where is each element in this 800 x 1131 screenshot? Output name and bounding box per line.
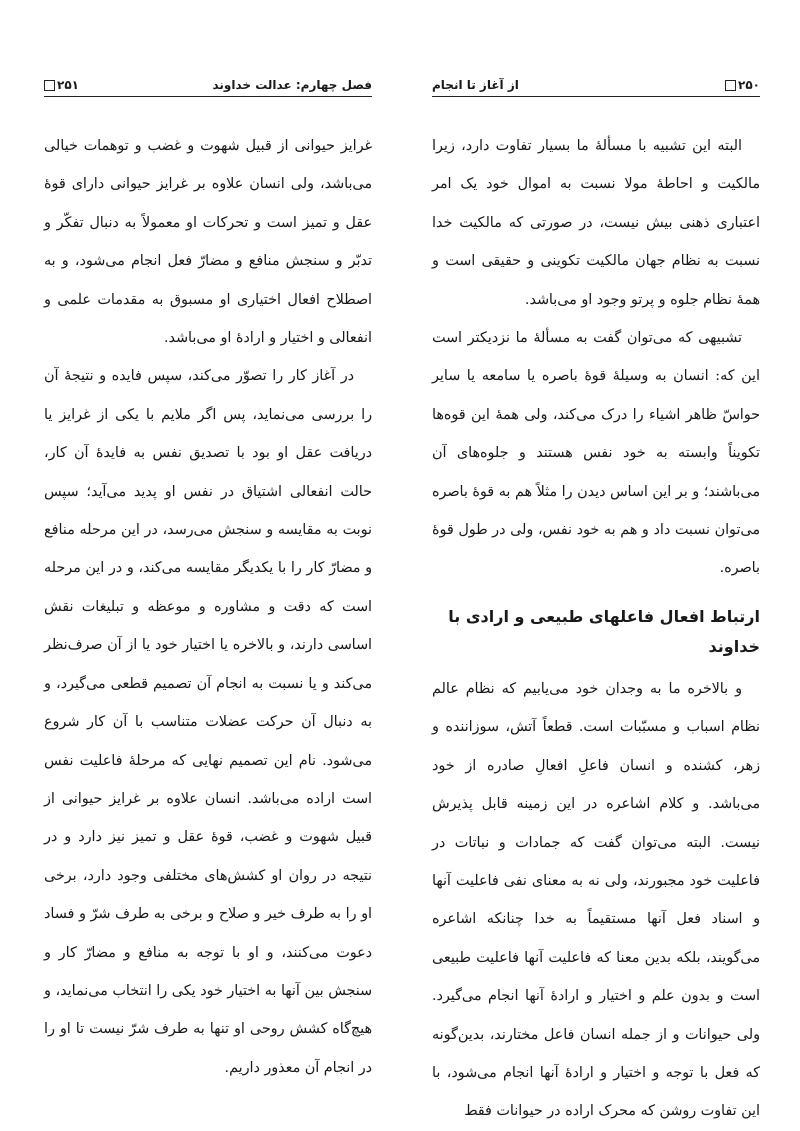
left-page-number-text: ۲۵۱ (57, 78, 79, 92)
right-book-title: از آغاز تا انجام (432, 78, 519, 92)
left-body-text (44, 127, 372, 1087)
right-body-text (432, 127, 760, 1131)
right-paragraph: البته این تشبیه با مسألهٔ ما بسیار تفاوت دارد، زیرا مالکیت و احاطهٔ مولا نسبت به اموال خود یک امر اعتباری ذهنی بیش نیست، در صورتی که مالکیت خدا نسبت به نظام جهان مالکیت تکوینی و حقیقی است و همهٔ نظام جلوه و پرتو وجود او می‌باشد. (432, 138, 760, 308)
left-paragraph: در آغاز کار را تصوّر می‌کند، سپس فایده و نتیجهٔ آن را بررسی می‌نماید، پس اگر ملایم با یکی از غرایز یا دریافت عقل او بود با تصدیق نفس به فایدهٔ آن کار، حالت انفعالی اشتیاق در نفس او پدید می‌آید؛ سپس نوبت به مقایسه و سنجش می‌رسد، در این مرحله منافع و مضارّ کار را با یکدیگر مقایسه می‌کند، و در این مرحله است که دقت و مشاوره و موعظه و تبلیغات نقش اساسی دارند، و بالاخره یا اختیار خود یا از آن صرف‌نظر می‌کند و یا نسبت به انجام آن تصمیم قطعی می‌گیرد، و به دنبال آن حرکت عضلات متناسب با آن کار شروع می‌شود. نام این تصمیم نهایی که مرحلهٔ فاعلیت نفس است اراده می‌باشد. انسان علاوه بر غرایز حیوانی از قبیل شهوت و غضب، قوهٔ عقل و تمیز نیز دارد و در نتیجه در روان او کشش‌های مختلفی وجود دارد، برخی او را به طرف خیر و صلاح و برخی به طرف شرّ و فساد دعوت می‌کنند، و او با توجه به منافع و مضارّ کار و سنجش بین آنها به اختیار خود یکی را انتخاب می‌نماید، و هیچ‌گاه کشش روحی او تنها به طرف شرّ نیست تا او را در انجام آن معذور داریم. (44, 368, 372, 1076)
right-page (432, 78, 760, 1131)
page-marker-box-icon (44, 80, 55, 91)
right-page-number-text: ۲۵۰ (738, 78, 760, 92)
left-page (44, 78, 372, 1087)
page-marker-box-icon (725, 80, 736, 91)
left-page-number (44, 78, 79, 92)
right-paragraph: و بالاخره ما به وجدان خود می‌یابیم که نظام عالم نظام اسباب و مسبّبات است. قطعاً آتش، سوزاننده و زهر، کشنده و انسان فاعلِ افعالِ صادره از خود می‌باشد. و کلام اشاعره در این زمینه قابل پذیرش نیست. البته می‌توان گفت که جمادات و نباتات در فاعلیت خود مجبورند، ولی نه به معنای نفی فاعلیت آنها و اسناد فعل آنها مستقیماً به خدا چنانکه اشاعره می‌گویند، بلکه بدین معنا که فاعلیت آنها فاعلیت طبیعی است و بدون علم و اختیار و ارادهٔ آنها انجام می‌گیرد. ولی حیوانات و از جمله انسان فاعل مختارند، بدین‌گونه که فعل با توجه و اختیار و ارادهٔ آنها انجام می‌شود، با این تفاوت روشن که محرک اراده در حیوانات فقط (432, 680, 760, 1120)
section-heading: ارتباط افعال فاعلهای طبیعی و ارادی با خداوند (448, 606, 760, 656)
left-chapter-title: فصل چهارم: عدالت خداوند (212, 78, 372, 92)
left-paragraph: غرایز حیوانی از قبیل شهوت و غضب و توهمات خیالی می‌باشد، ولی انسان علاوه بر غرایز حیوانی دارای قوهٔ عقل و تمیز است و تحرکات او معمولاً به دنبال تفکّر و تدبّر و سنجش منافع و مضارّ فعل انجام می‌شود، و به اصطلاح افعال اختیاری او مسبوق به مقدمات علمی و انفعالی و اختیار و ارادهٔ او می‌باشد. (44, 138, 372, 347)
right-running-head (432, 78, 760, 97)
right-paragraph: تشبیهی که می‌توان گفت به مسألهٔ ما نزدیکتر است این که: انسان به وسیلهٔ قوهٔ باصره یا سامعه یا سایر حواسّ ظاهر اشیاء را درک می‌کند، ولی همهٔ این قوه‌ها تکویناً وابسته به خود نفس هستند و جلوه‌های آن می‌باشند؛ و بر این اساس دیدن را مثلاً هم به قوهٔ باصره می‌توان نسبت داد و هم به خود نفس، ولی در طول قوهٔ باصره. (432, 330, 760, 577)
right-page-number (725, 78, 760, 92)
left-running-head (44, 78, 372, 97)
